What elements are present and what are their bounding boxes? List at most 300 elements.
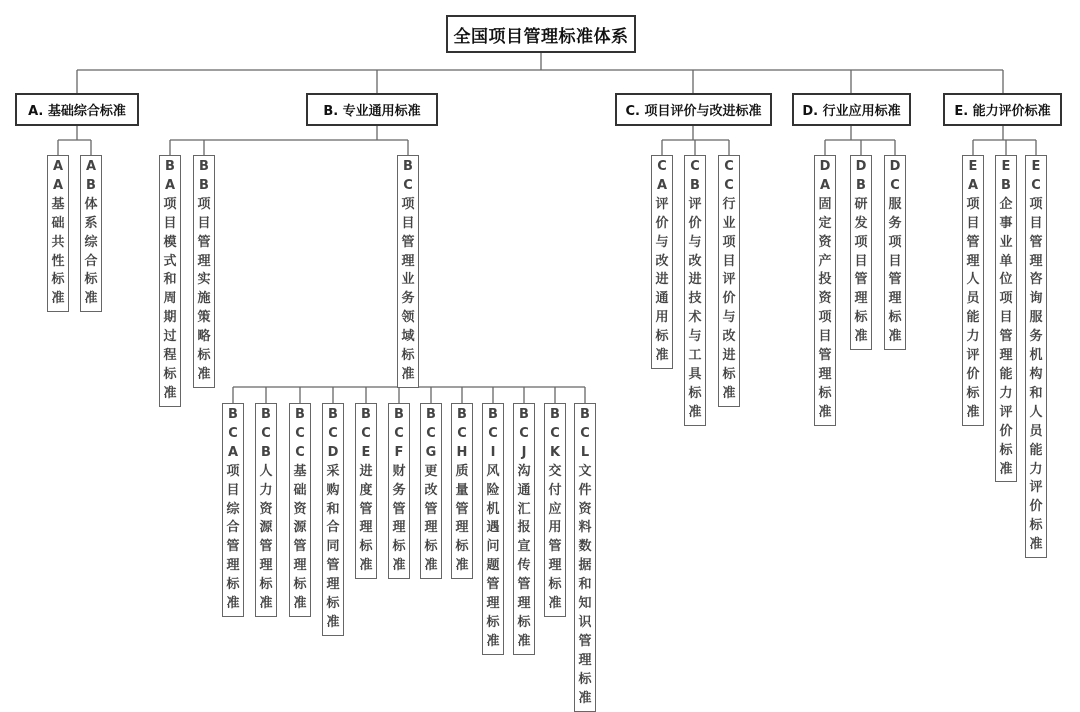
label-char: 传 (517, 558, 531, 574)
label-char: 评 (688, 196, 702, 212)
label-char: 准 (854, 329, 868, 345)
label-char: 报 (517, 520, 531, 536)
code-char: C (690, 159, 700, 174)
label-char: 机 (1029, 348, 1043, 364)
label-char: 项 (818, 310, 832, 326)
label-char: 改 (655, 253, 669, 269)
label-char: 用 (655, 310, 669, 326)
label-char: 准 (424, 558, 438, 574)
label-char: 评 (655, 196, 669, 212)
label-char: 领 (401, 310, 415, 326)
label-char: 项 (999, 291, 1013, 307)
code-char: C (228, 425, 238, 441)
label-char: 准 (966, 404, 980, 420)
label-char: 目 (197, 215, 211, 231)
code-char: C (890, 177, 900, 193)
standard-node-ba (159, 155, 181, 407)
label-char: 定 (818, 215, 832, 231)
label-char: 准 (578, 690, 592, 706)
standard-node-bcl (574, 403, 596, 712)
standard-node-bcg (420, 403, 442, 579)
label-char: 理 (999, 348, 1013, 364)
label-char: 础 (293, 482, 307, 498)
label-char: 管 (517, 577, 531, 593)
label-char: 务 (888, 215, 902, 231)
standard-node-da (814, 155, 836, 426)
label-char: 和 (163, 272, 177, 288)
label-char: 管 (401, 234, 415, 250)
code-char: A (52, 159, 64, 174)
label-char: 管 (966, 234, 980, 250)
label-char: 合 (226, 520, 240, 536)
standard-node-bcc (289, 403, 311, 617)
label-char: 准 (688, 404, 702, 420)
label-char: 进 (722, 348, 736, 364)
code-char: F (394, 444, 404, 460)
label-char: 务 (392, 482, 406, 498)
label-char: 和 (1029, 385, 1043, 401)
code-char: G (425, 444, 437, 460)
code-char: C (657, 159, 667, 174)
label-char: 与 (688, 234, 702, 250)
code-char: C (580, 425, 590, 441)
code-char: B (580, 407, 590, 422)
label-char: 资 (293, 501, 307, 517)
code-char: I (490, 444, 496, 460)
label-char: 准 (84, 291, 98, 307)
label-char: 理 (226, 558, 240, 574)
label-char: 模 (163, 234, 177, 250)
label-char: 标 (517, 614, 531, 630)
code-char: A (164, 177, 176, 193)
label-char: 标 (326, 596, 340, 612)
code-char: B (1001, 177, 1011, 193)
label-char: 价 (966, 366, 980, 382)
code-char: B (690, 177, 700, 193)
code-char: B (328, 407, 338, 422)
standard-node-bcb (255, 403, 277, 617)
label-char: 共 (51, 234, 65, 250)
standard-node-bcf (388, 403, 410, 579)
code-char: B (261, 444, 271, 460)
label-char: 准 (293, 596, 307, 612)
code-char: J (521, 444, 527, 460)
label-char: 目 (999, 310, 1013, 326)
label-char: 应 (548, 501, 562, 517)
category-b-node: B. 专业通用标准 (306, 93, 438, 126)
label-char: 更 (424, 463, 438, 479)
label-char: 技 (688, 291, 702, 307)
label-char: 行 (722, 196, 736, 212)
label-char: 理 (517, 596, 531, 612)
code-char: C (394, 425, 404, 441)
standard-node-bc (397, 155, 419, 388)
label-char: 理 (578, 652, 592, 668)
label-char: 目 (401, 215, 415, 231)
label-char: 标 (688, 385, 702, 401)
label-char: 产 (818, 253, 832, 269)
label-char: 标 (548, 577, 562, 593)
label-char: 标 (51, 272, 65, 288)
standard-node-bcj (513, 403, 535, 655)
label-char: 企 (999, 196, 1013, 212)
label-char: 事 (999, 215, 1013, 231)
label-char: 目 (818, 329, 832, 345)
label-char: 交 (548, 463, 562, 479)
label-char: 准 (455, 558, 469, 574)
label-char: 准 (401, 366, 415, 382)
label-char: 与 (722, 310, 736, 326)
label-char: 评 (722, 272, 736, 288)
label-char: 人 (1029, 404, 1043, 420)
code-char: E (1031, 159, 1041, 174)
label-char: 料 (578, 520, 592, 536)
label-char: 基 (293, 463, 307, 479)
category-d-node: D. 行业应用标准 (792, 93, 911, 126)
label-char: 准 (359, 558, 373, 574)
label-char: 单 (999, 253, 1013, 269)
code-char: A (967, 177, 979, 193)
label-char: 具 (688, 366, 702, 382)
code-char: C (295, 425, 305, 441)
label-char: 改 (722, 329, 736, 345)
label-char: 准 (51, 291, 65, 307)
label-char: 式 (163, 253, 177, 269)
standard-node-bci (482, 403, 504, 655)
label-char: 采 (326, 463, 340, 479)
label-char: 构 (1029, 366, 1043, 382)
label-char: 过 (163, 329, 177, 345)
label-char: 财 (392, 463, 406, 479)
label-char: 度 (359, 482, 373, 498)
standard-node-bce (355, 403, 377, 579)
label-char: 进 (688, 272, 702, 288)
category-e-node: E. 能力评价标准 (943, 93, 1062, 126)
code-char: A (656, 177, 668, 193)
label-char: 业 (401, 272, 415, 288)
code-char: D (327, 444, 339, 460)
label-char: 管 (888, 272, 902, 288)
label-char: 资 (818, 291, 832, 307)
label-char: 理 (888, 291, 902, 307)
label-char: 目 (722, 253, 736, 269)
label-char: 周 (163, 291, 177, 307)
standard-node-bca (222, 403, 244, 617)
label-char: 价 (688, 215, 702, 231)
standard-node-aa (47, 155, 69, 312)
code-char: D (889, 159, 901, 174)
code-char: E (968, 159, 978, 174)
code-char: A (52, 177, 64, 193)
standard-node-eb (995, 155, 1017, 482)
label-char: 准 (999, 461, 1013, 477)
label-char: 策 (197, 310, 211, 326)
label-char: 标 (722, 366, 736, 382)
label-char: 理 (1029, 253, 1043, 269)
root-node: 全国项目管理标准体系 (446, 15, 636, 53)
standard-node-bck (544, 403, 566, 617)
label-char: 投 (818, 272, 832, 288)
label-char: 准 (818, 404, 832, 420)
label-char: 标 (655, 329, 669, 345)
label-char: 价 (1029, 499, 1043, 515)
label-char: 通 (517, 482, 531, 498)
label-char: 施 (197, 291, 211, 307)
standard-node-ea (962, 155, 984, 426)
label-char: 和 (326, 501, 340, 517)
label-char: 期 (163, 310, 177, 326)
label-char: 遇 (486, 520, 500, 536)
label-char: 准 (326, 614, 340, 630)
label-char: 与 (688, 329, 702, 345)
label-char: 识 (578, 614, 592, 630)
label-char: 术 (688, 310, 702, 326)
code-char: C (328, 425, 338, 441)
standard-node-cc (718, 155, 740, 407)
code-char: L (580, 444, 590, 460)
label-char: 标 (578, 671, 592, 687)
label-char: 质 (455, 463, 469, 479)
label-char: 业 (722, 215, 736, 231)
label-char: 文 (578, 463, 592, 479)
code-char: H (456, 444, 468, 460)
label-char: 项 (966, 196, 980, 212)
label-char: 理 (293, 558, 307, 574)
label-char: 同 (326, 539, 340, 555)
code-char: B (165, 159, 175, 174)
code-char: B (228, 407, 238, 422)
label-char: 体 (84, 196, 98, 212)
label-char: 和 (578, 577, 592, 593)
code-char: B (361, 407, 371, 422)
label-char: 管 (999, 329, 1013, 345)
label-char: 用 (548, 520, 562, 536)
code-char: C (724, 159, 734, 174)
label-char: 理 (259, 558, 273, 574)
label-char: 力 (1029, 461, 1043, 477)
label-char: 资 (578, 501, 592, 517)
label-char: 程 (163, 348, 177, 364)
category-a-node: A. 基础综合标准 (15, 93, 139, 126)
label-char: 险 (486, 482, 500, 498)
code-char: C (361, 425, 371, 441)
label-char: 域 (401, 329, 415, 345)
label-char: 系 (84, 215, 98, 231)
label-char: 咨 (1029, 272, 1043, 288)
code-char: B (519, 407, 529, 422)
label-char: 准 (1029, 537, 1043, 553)
label-char: 项 (226, 463, 240, 479)
standard-node-ca (651, 155, 673, 369)
label-char: 目 (163, 215, 177, 231)
label-char: 能 (966, 310, 980, 326)
code-char: C (457, 425, 467, 441)
code-char: B (261, 407, 271, 422)
code-char: C (1031, 177, 1041, 193)
label-char: 管 (392, 501, 406, 517)
label-char: 目 (1029, 215, 1043, 231)
label-char: 目 (888, 253, 902, 269)
label-char: 价 (722, 291, 736, 307)
code-char: A (85, 159, 97, 174)
label-char: 础 (51, 215, 65, 231)
label-char: 目 (854, 253, 868, 269)
standard-node-db (850, 155, 872, 350)
label-char: 标 (818, 385, 832, 401)
label-char: 管 (486, 577, 500, 593)
label-char: 改 (424, 482, 438, 498)
label-char: 综 (226, 501, 240, 517)
label-char: 员 (1029, 423, 1043, 439)
label-char: 目 (966, 215, 980, 231)
label-char: 管 (226, 539, 240, 555)
label-char: 源 (293, 520, 307, 536)
label-char: 发 (854, 215, 868, 231)
standard-node-cb (684, 155, 706, 426)
label-char: 标 (392, 539, 406, 555)
label-char: 理 (392, 520, 406, 536)
label-char: 标 (455, 539, 469, 555)
label-char: 汇 (517, 501, 531, 517)
standard-node-ab (80, 155, 102, 312)
label-char: 性 (51, 253, 65, 269)
code-char: C (519, 425, 529, 441)
label-char: 工 (688, 348, 702, 364)
label-char: 准 (655, 348, 669, 364)
label-char: 机 (486, 501, 500, 517)
label-char: 付 (548, 482, 562, 498)
label-char: 源 (259, 520, 273, 536)
label-char: 标 (486, 614, 500, 630)
code-char: C (426, 425, 436, 441)
label-char: 价 (655, 215, 669, 231)
label-char: 标 (1029, 518, 1043, 534)
label-char: 宣 (517, 539, 531, 555)
code-char: B (199, 177, 209, 193)
label-char: 项 (854, 234, 868, 250)
label-char: 项 (163, 196, 177, 212)
label-char: 准 (226, 596, 240, 612)
code-char: D (855, 159, 867, 174)
label-char: 管 (359, 501, 373, 517)
code-char: D (819, 159, 831, 174)
label-char: 略 (197, 329, 211, 345)
label-char: 员 (966, 291, 980, 307)
label-char: 标 (424, 539, 438, 555)
label-char: 合 (326, 520, 340, 536)
label-char: 资 (259, 501, 273, 517)
label-char: 理 (359, 520, 373, 536)
code-char: B (86, 177, 96, 193)
label-char: 管 (259, 539, 273, 555)
label-char: 管 (326, 558, 340, 574)
label-char: 人 (259, 463, 273, 479)
label-char: 合 (84, 253, 98, 269)
label-char: 风 (486, 463, 500, 479)
code-char: C (261, 425, 271, 441)
label-char: 件 (578, 482, 592, 498)
label-char: 标 (163, 366, 177, 382)
code-char: B (856, 177, 866, 193)
label-char: 基 (51, 196, 65, 212)
label-char: 询 (1029, 291, 1043, 307)
code-char: B (488, 407, 498, 422)
label-char: 理 (455, 520, 469, 536)
label-char: 研 (854, 196, 868, 212)
code-char: B (426, 407, 436, 422)
standard-node-bcd (322, 403, 344, 636)
code-char: E (361, 444, 371, 460)
label-char: 标 (259, 577, 273, 593)
label-char: 项 (401, 196, 415, 212)
label-char: 标 (84, 272, 98, 288)
standard-node-dc (884, 155, 906, 350)
label-char: 准 (197, 366, 211, 382)
label-char: 购 (326, 482, 340, 498)
label-char: 知 (578, 596, 592, 612)
label-char: 评 (966, 348, 980, 364)
category-c-node: C. 项目评价与改进标准 (615, 93, 772, 126)
label-char: 理 (197, 253, 211, 269)
code-char: A (819, 177, 831, 193)
label-char: 准 (722, 385, 736, 401)
label-char: 管 (818, 348, 832, 364)
label-char: 力 (259, 482, 273, 498)
label-char: 准 (548, 596, 562, 612)
label-char: 标 (888, 310, 902, 326)
label-char: 准 (517, 633, 531, 649)
label-char: 改 (688, 253, 702, 269)
label-char: 业 (999, 234, 1013, 250)
code-char: C (295, 444, 305, 460)
label-char: 管 (424, 501, 438, 517)
code-char: C (403, 177, 413, 193)
label-char: 标 (966, 385, 980, 401)
label-char: 标 (401, 348, 415, 364)
label-char: 准 (888, 329, 902, 345)
label-char: 服 (1029, 310, 1043, 326)
label-char: 准 (259, 596, 273, 612)
label-char: 综 (84, 234, 98, 250)
label-char: 理 (424, 520, 438, 536)
label-char: 理 (401, 253, 415, 269)
label-char: 位 (999, 272, 1013, 288)
label-char: 管 (197, 234, 211, 250)
label-char: 实 (197, 272, 211, 288)
label-char: 据 (578, 558, 592, 574)
label-char: 标 (293, 577, 307, 593)
label-char: 理 (854, 291, 868, 307)
label-char: 与 (655, 234, 669, 250)
label-char: 标 (197, 348, 211, 364)
code-char: E (1001, 159, 1011, 174)
label-char: 力 (999, 385, 1013, 401)
label-char: 评 (1029, 480, 1043, 496)
label-char: 项 (197, 196, 211, 212)
label-char: 项 (722, 234, 736, 250)
label-char: 进 (655, 272, 669, 288)
code-char: B (550, 407, 560, 422)
label-char: 问 (486, 539, 500, 555)
code-char: K (549, 444, 561, 460)
label-char: 人 (966, 272, 980, 288)
code-char: C (724, 177, 734, 193)
label-char: 理 (548, 558, 562, 574)
code-char: A (227, 444, 239, 460)
label-char: 量 (455, 482, 469, 498)
label-char: 服 (888, 196, 902, 212)
label-char: 标 (854, 310, 868, 326)
